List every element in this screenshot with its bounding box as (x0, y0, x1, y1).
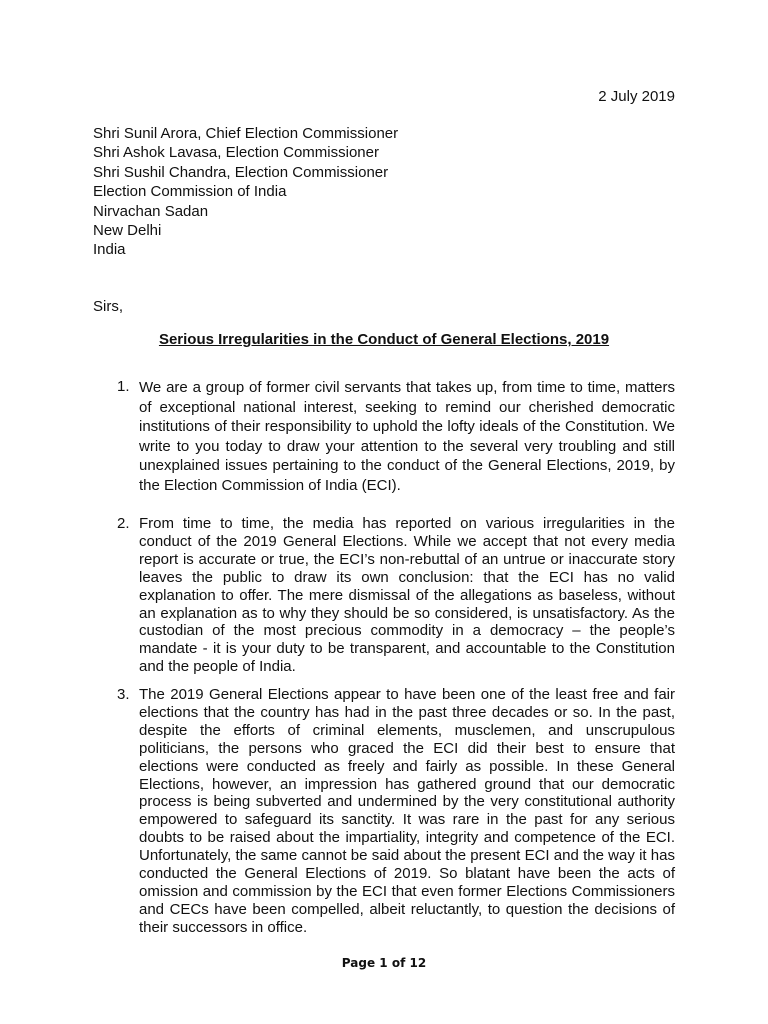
paragraph-number: 1. (117, 378, 130, 395)
paragraph-number: 2. (117, 515, 130, 532)
address-line: New Delhi (93, 222, 162, 240)
letter-date: 2 July 2019 (598, 88, 675, 105)
address-line: Shri Sunil Arora, Chief Election Commissioner (93, 125, 399, 142)
address-line: Nirvachan Sadan (93, 202, 209, 220)
address-line: Election Commission of India (93, 183, 287, 201)
paragraph-text: We are a group of former civil servants that takes up, from time to time, matters of exceptional national interest, seeking to remind our cherished democratic institutions of their responsibility to uphold the lofty ideals of the Constitution. We write to you today to draw your attention to the several very troubling and still unexplained issues pertaining to the conduct of the General Elections, 2019, by the Election Commission of India (ECI). (139, 379, 675, 494)
address-line: Shri Sushil Chandra, Election Commissioner (93, 163, 389, 181)
address-line: Shri Ashok Lavasa, Election Commissioner (93, 144, 379, 162)
page-prefix: Page (341, 956, 376, 970)
page-current: 1 (379, 956, 388, 970)
subject-heading: Serious Irregularities in the Conduct of General Elections, 2019 (158, 331, 610, 348)
page-of: of (391, 956, 406, 970)
paragraph-text: From time to time, the media has reported on various irregularities in the conduct of the 2019 General Elections. While we accept that not every media report is accurate or true, the ECI’s non-rebuttal of an untrue or inaccurate story leaves the public to draw its own conclusion: that the ECI has no valid explanation to offer. The mere dismissal of the allegations as baseless, without an explanation as to why they should be so considered, is unsatisfactory. As the custodian of the most precious commodity in a democracy – the people’s mandate - it is your duty to be transparent, and accountable to the Constitution and the people of India. (139, 515, 675, 676)
page-footer (0, 956, 768, 970)
numbered-paragraph (93, 378, 675, 496)
numbered-paragraph (93, 515, 675, 676)
address-line: India (93, 241, 126, 259)
paragraph-number: 3. (117, 686, 130, 703)
salutation: Sirs, (93, 298, 123, 315)
recipient-address (93, 124, 693, 260)
numbered-paragraph (93, 686, 675, 937)
page-total: 12 (409, 956, 427, 970)
paragraph-text: The 2019 General Elections appear to have been one of the least free and fair elections that the country has had in the past three decades or so. In the past, despite the efforts of criminal elements, musclemen, and unscrupulous politicians, the persons who graced the ECI did their best to ensure that elections were conducted as freely and fairly as possible. In these General Elections, however, an impression has gathered ground that our democratic process is being subverted and undermined by the very constitutional authority empowered to safeguard its sanctity. It was rare in the past for any serious doubts to be raised about the impartiality, integrity and competence of the ECI. Unfortunately, the same cannot be said about the present ECI and the way it has conducted the General Elections of 2019. So blatant have been the acts of omission and commission by the ECI that even former Elections Commissioners and CECs have been compelled, albeit reluctantly, to question the decisions of their successors in office. (139, 686, 675, 936)
